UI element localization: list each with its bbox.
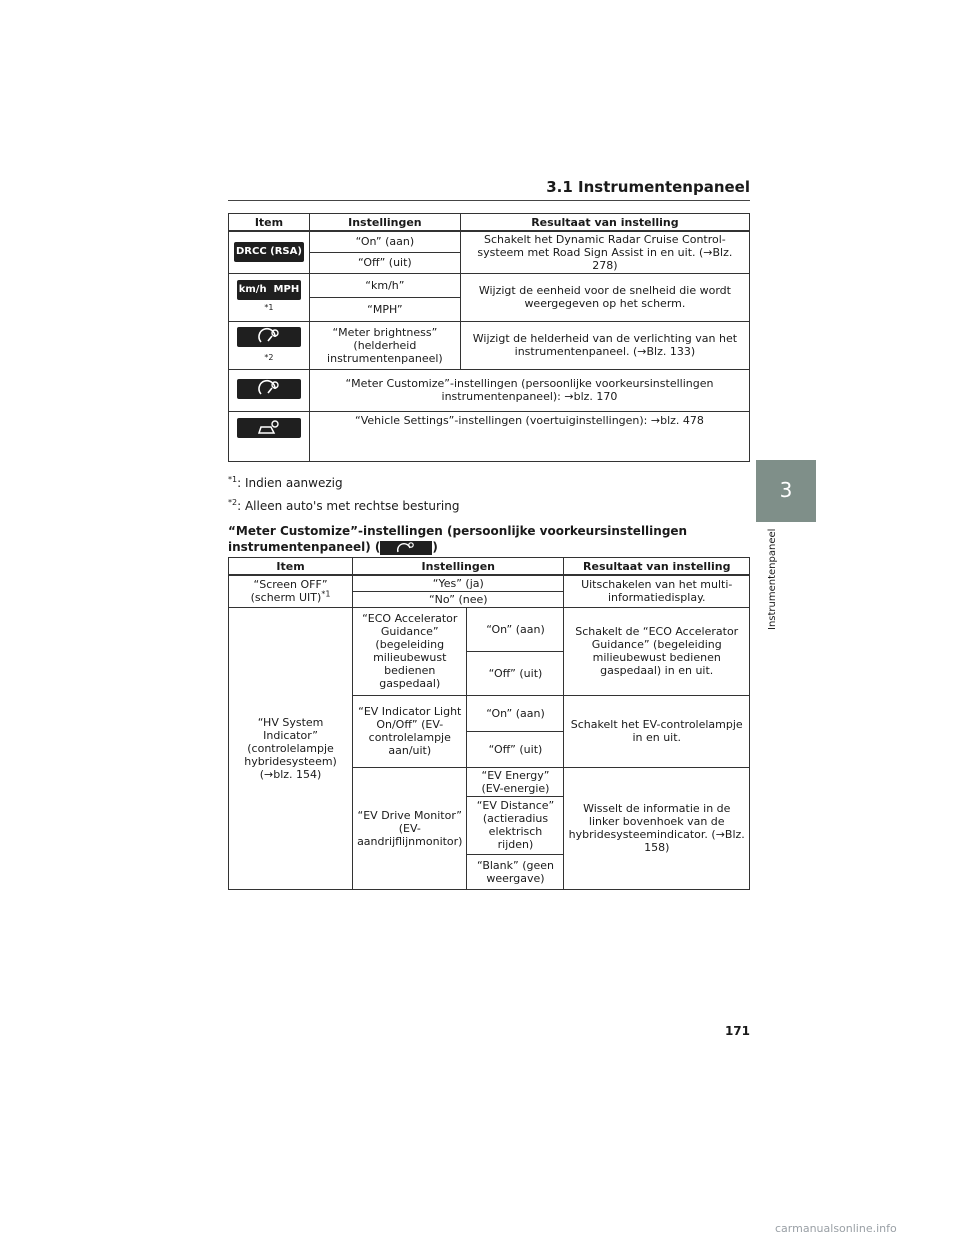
ev-indicator-off: “Off” (uit): [467, 731, 564, 767]
footnote-2: $^{*2}$: Alleen auto's met rechtse besturing: [228, 498, 460, 513]
ev-drive-result: Wisselt de informatie in de linker bovenhoek van de hybridesysteemindicator. (→Blz. 158): [564, 767, 750, 889]
col-header-item: Item: [229, 558, 353, 576]
meter-customize-heading: “Meter Customize”-instellingen (persoonlijke voorkeursinstellingen instrumentenpaneel) ( ): [228, 524, 688, 554]
ev-drive-label: “EV Drive Monitor” (EV-aandrijflijnmonitor): [353, 767, 467, 889]
table-row: [229, 321, 750, 369]
ev-indicator-label: “EV Indicator Light On/Off” (EV-controlelampje aan/uit): [353, 695, 467, 767]
ev-indicator-result: Schakelt het EV-controlelampje in en uit.: [564, 695, 750, 767]
speed-unit-icon: km/h MPH: [237, 280, 301, 300]
brightness-result: Wijzigt de helderheid van de verlichting van het instrumentenpaneel. (→Blz. 133): [460, 321, 749, 369]
screen-off-yes: “Yes” (ja): [353, 575, 564, 591]
eco-label: “ECO Accelerator Guidance” (begeleiding milieubewust bedienen gaspedaal): [353, 607, 467, 695]
table-header-row: [229, 214, 750, 232]
screen-off-result: Uitschakelen van het multi-informatiedisplay.: [564, 575, 750, 607]
footnote-1: $^{*1}$: Indien aanwezig: [228, 475, 343, 490]
meter-customize-text: “Meter Customize”-instellingen (persoonlijke voorkeursinstellingen instrumentenpaneel): →blz. 170: [309, 369, 749, 411]
col-header-item: Item: [229, 214, 310, 232]
footnote-mark: *1: [264, 303, 274, 312]
settings-table-1: [228, 213, 750, 462]
page-header: [228, 178, 750, 201]
drcc-icon: DRCC (RSA): [234, 242, 304, 262]
units-kmh: “km/h”: [309, 273, 460, 297]
brightness-setting: “Meter brightness” (helderheid instrumentenpaneel): [309, 321, 460, 369]
eco-off: “Off” (uit): [467, 651, 564, 695]
drcc-off: “Off” (uit): [309, 252, 460, 273]
eco-on: “On” (aan): [467, 607, 564, 651]
units-mph: “MPH”: [309, 297, 460, 321]
vehicle-settings-item-cell: [229, 411, 310, 461]
car-gear-icon: [237, 418, 301, 438]
drcc-result: Schakelt het Dynamic Radar Cruise Control-systeem met Road Sign Assist in en uit. (→Blz. 278): [460, 231, 749, 273]
table-header-row: [229, 558, 750, 576]
chapter-side-label: Instrumentenpaneel: [767, 528, 778, 630]
col-header-result: Resultaat van instelling: [564, 558, 750, 576]
vehicle-settings-text: “Vehicle Settings”-instellingen (voertuiginstellingen): →blz. 478: [309, 411, 749, 461]
brightness-item-cell: [229, 321, 310, 369]
footnote-mark: *2: [264, 352, 274, 362]
meter-gear-icon: [237, 327, 301, 347]
meter-customize-item-cell: [229, 369, 310, 411]
units-item-cell: [229, 273, 310, 321]
ev-distance: “EV Distance” (actieradius elektrisch rijden): [467, 796, 564, 854]
col-header-settings: Instellingen: [353, 558, 564, 576]
watermark: carmanualsonline.info: [775, 1222, 897, 1235]
col-header-result: Resultaat van instelling: [460, 214, 749, 232]
meter-customize-icon: [237, 379, 301, 399]
drcc-item-cell: [229, 231, 310, 273]
settings-table-2: [228, 557, 750, 890]
table-row: [229, 575, 750, 591]
table-row: [229, 607, 750, 651]
page-number: 171: [724, 1024, 750, 1038]
screen-off-no: “No” (nee): [353, 591, 564, 607]
eco-result: Schakelt de “ECO Accelerator Guidance” (begeleiding milieubewust bedienen gaspedaal) in en uit.: [564, 607, 750, 695]
screen-off-item: “Screen OFF” (scherm UIT)$^{*1}$: [229, 575, 353, 607]
chapter-number: 3: [779, 478, 793, 502]
col-header-settings: Instellingen: [309, 214, 460, 232]
table-row: [229, 231, 750, 252]
units-result: Wijzigt de eenheid voor de snelheid die wordt weergegeven op het scherm.: [460, 273, 749, 321]
table-row: [229, 411, 750, 461]
ev-energy: “EV Energy” (EV-energie): [467, 767, 564, 796]
table-row: [229, 369, 750, 411]
table-row: [229, 273, 750, 297]
section-title: 3.1 Instrumentenpaneel: [546, 178, 750, 196]
ev-indicator-on: “On” (aan): [467, 695, 564, 731]
chapter-tab: [756, 460, 816, 522]
ev-blank: “Blank” (geen weergave): [467, 854, 564, 889]
meter-customize-icon: [380, 541, 432, 555]
hv-item: “HV System Indicator” (controlelampje hybridesysteem) (→blz. 154): [229, 607, 353, 889]
drcc-on: “On” (aan): [309, 231, 460, 252]
